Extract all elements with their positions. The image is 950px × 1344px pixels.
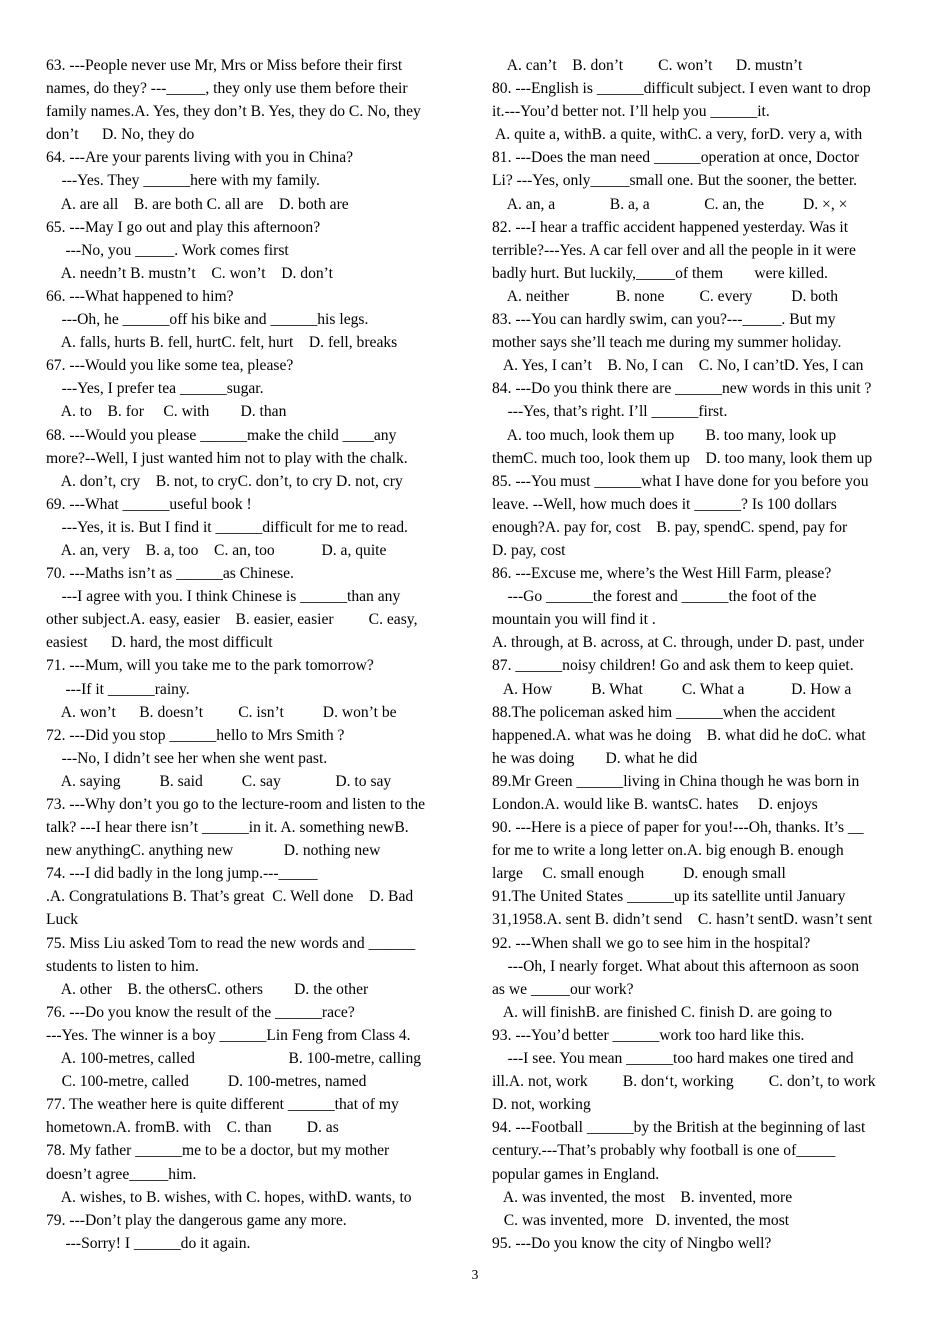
right-column-text-line: A. quite a, withB. a quite, withC. a very, forD. very a, with [492,126,863,144]
right-column-text-line: badly hurt. But luckily,_____of them were killed. [492,264,828,282]
left-column-text-line: ---Yes, it is. But I find it ______difficult for me to read. [46,518,408,536]
right-column-text-line: popular games in England. [492,1165,660,1183]
right-column-text-line: mountain you will find it . [492,611,656,629]
right-column-text-line: 93. ---You’d better ______work too hard like this. [492,1026,805,1044]
right-column-text-line: 88.The policeman asked him ______when the accident [492,703,836,721]
left-column-text-line: ---Yes, I prefer tea ______sugar. [46,380,264,398]
left-column-text-line: A. wishes, to B. wishes, with C. hopes, withD. wants, to [46,1188,412,1206]
right-column-text-line: A. too much, look them up B. too many, look up [492,426,837,444]
right-column-text-line: 83. ---You can hardly swim, can you?---_____. But my [492,311,836,329]
left-column-text-line: A. to B. for C. with D. than [46,403,287,421]
left-column-text-line: easiest D. hard, the most difficult [46,634,273,652]
right-column-text-line: C. was invented, more D. invented, the most [492,1211,790,1229]
left-column-text-line: ---Oh, he ______off his bike and ______his legs. [46,311,369,329]
right-column-text-line: century.---That’s probably why football is one of_____ [492,1142,836,1160]
left-column-text-line: 77. The weather here is quite different ______that of my [46,1096,399,1114]
left-column-text-line: A. falls, hurts B. fell, hurtC. felt, hurt D. fell, breaks [46,334,398,352]
left-column-text-line: Luck [46,911,79,929]
right-column-text-line: A. Yes, I can’t B. No, I can C. No, I can’tD. Yes, I can [492,357,864,375]
right-column-text-line: London.A. would like B. wantsC. hates D. enjoys [492,796,818,813]
left-column-text-line: hometown.A. fromB. with C. than D. as [46,1119,339,1137]
left-column-text-line: A. 100-metres, called B. 100-metre, calling [46,1050,422,1068]
left-column-text-line: 76. ---Do you know the result of the ______race? [46,1003,355,1021]
right-column-text-line: 90. ---Here is a piece of paper for you!---Oh, thanks. It’s __ [492,819,864,837]
right-column-text-line: enough?A. pay for, cost B. pay, spendC. spend, pay for [492,518,848,536]
left-column-text-line: A. other B. the othersC. others D. the other [46,980,369,998]
right-column-text-line: 86. ---Excuse me, where’s the West Hill Farm, please? [492,565,832,583]
right-column [492,54,904,1255]
left-column-text-line: 74. ---I did badly in the long jump.---_____ [46,865,318,883]
left-column-text-line: 69. ---What ______useful book ! [46,495,252,513]
left-column [46,54,458,1255]
left-column-text-line: ---If it ______rainy. [46,680,190,698]
left-column-text-line: don’t D. No, they do [46,126,195,144]
left-column-text-line: A. needn’t B. mustn’t C. won’t D. don’t [46,264,333,282]
right-column-text-line: 89.Mr Green ______living in China though he was born in [492,772,860,790]
right-column-text-line: A. an, a B. a, a C. an, the D. ×, × [492,195,848,213]
right-column-text-line: for me to write a long letter on.A. big enough B. enough [492,842,844,860]
right-column-text-line: A. can’t B. don’t C. won’t D. mustn’t [492,57,803,74]
right-column-text-line: Li? ---Yes, only_____small one. But the sooner, the better. [492,172,858,190]
right-column-text-line: 82. ---I hear a traffic accident happened yesterday. Was it [492,218,849,236]
right-column-text-line: ---I see. You mean ______too hard makes one tired and [492,1050,854,1068]
left-column-text-line: A. are all B. are both C. all are D. both are [46,195,349,213]
left-column-text-line: 71. ---Mum, will you take me to the park tomorrow? [46,657,374,675]
left-column-text-line: .A. Congratulations B. That’s great C. Well done D. Bad [46,888,414,906]
right-column-text-line: 80. ---English is ______difficult subject. I even want to drop [492,80,871,98]
left-column-text-line: doesn’t agree_____him. [46,1165,197,1183]
right-column-text-line: 85. ---You must ______what I have done for you before you [492,472,869,490]
right-column-text-line: ---Oh, I nearly forget. What about this afternoon as soon [492,957,860,975]
left-column-text-line: new anythingC. anything new D. nothing new [46,842,381,860]
left-column-text-line: ---No, I didn’t see her when she went past. [46,749,328,767]
left-column-text-line: ---Sorry! I ______do it again. [46,1234,251,1252]
left-column-text-line: 65. ---May I go out and play this afternoon? [46,218,321,236]
left-column-text-line: family names.A. Yes, they don’t B. Yes, they do C. No, they [46,103,421,121]
left-column-text-line: 63. ---People never use Mr, Mrs or Miss before their first [46,57,403,74]
right-column-text-line: A. was invented, the most B. invented, more [492,1188,793,1206]
right-column-text-line: ---Go ______the forest and ______the foot of the [492,588,817,606]
right-column-text-line: leave. --Well, how much does it ______? Is 100 dollars [492,495,837,513]
right-column-text-line: themC. much too, look them up D. too many, look them up [492,449,873,467]
right-column-text-line: 95. ---Do you know the city of Ningbo well? [492,1234,772,1252]
right-column-text-line: A. How B. What C. What a D. How a [492,680,852,698]
right-column-text-line: 91.The United States ______up its satellite until January [492,888,846,906]
left-column-text-line: 72. ---Did you stop ______hello to Mrs Smith ? [46,726,345,744]
left-column-text-line: names, do they? ---_____, they only use them before their [46,80,408,98]
left-column-text-line: ---Yes. The winner is a boy ______Lin Feng from Class 4. [46,1026,411,1044]
page-number: 3 [471,1267,479,1282]
left-column-text-line: 75. Miss Liu asked Tom to read the new words and ______ [46,934,416,952]
left-column-text-line: 67. ---Would you like some tea, please? [46,357,294,375]
left-column-text-line: 70. ---Maths isn’t as ______as Chinese. [46,565,294,583]
right-column-text-line: as we _____our work? [492,980,634,998]
right-column-text-line: 94. ---Football ______by the British at the beginning of last [492,1119,866,1137]
right-column-text-line: A. through, at B. across, at C. through, under D. past, under [492,634,865,652]
right-column-text-line: ---Yes, that’s right. I’ll ______first. [492,403,728,421]
right-column-text-line: 31,1958.A. sent B. didn’t send C. hasn’t sentD. wasn’t sent [492,911,873,929]
right-column-text-line: 81. ---Does the man need ______operation at once, Doctor [492,149,860,167]
left-column-text-line: 66. ---What happened to him? [46,287,234,305]
right-column-text-line: D. pay, cost [492,541,566,559]
right-column-text-line: terrible?---Yes. A car fell over and all the people in it were [492,241,856,259]
left-column-text-line: 73. ---Why don’t you go to the lecture-room and listen to the [46,796,426,813]
right-column-text-line: 92. ---When shall we go to see him in the hospital? [492,934,811,952]
left-column-text-line: more?--Well, I just wanted him not to play with the chalk. [46,449,408,467]
right-column-text-line: mother says she’ll teach me during my summer holiday. [492,334,842,352]
left-column-text-line: ---I agree with you. I think Chinese is ______than any [46,588,401,606]
left-column-text-line: 79. ---Don’t play the dangerous game any more. [46,1211,347,1229]
left-column-text-line: ---No, you _____. Work comes first [46,241,289,259]
right-column-text-line: A. neither B. none C. every D. both [492,287,839,305]
right-column-text-line: D. not, working [492,1096,591,1114]
left-column-text-line: C. 100-metre, called D. 100-metres, named [46,1073,367,1091]
left-column-text-line: students to listen to him. [46,957,199,975]
right-column-text-line: happened.A. what was he doing B. what did he doC. what [492,726,866,744]
right-column-text-line: he was doing D. what he did [492,749,698,767]
right-column-text-line: large C. small enough D. enough small [492,865,786,883]
left-column-text-line: talk? ---I hear there isn’t ______in it. A. something newB. [46,819,409,837]
left-column-text-line: A. saying B. said C. say D. to say [46,772,392,790]
right-column-text-line: 84. ---Do you think there are ______new words in this unit ? [492,380,872,398]
right-column-text-line: A. will finishB. are finished C. finish D. are going to [492,1003,832,1021]
left-column-text-line: A. won’t B. doesn’t C. isn’t D. won’t be [46,703,397,721]
left-column-text-line: ---Yes. They ______here with my family. [46,172,320,190]
right-column-text-line: ill.A. not, work B. don‘t, working C. don’t, to work [492,1073,876,1091]
left-column-text-line: A. don’t, cry B. not, to cryC. don’t, to cry D. not, cry [46,472,403,490]
left-column-text-line: 78. My father ______me to be a doctor, but my mother [46,1142,390,1160]
left-column-text-line: other subject.A. easy, easier B. easier, easier C. easy, [46,611,418,629]
right-column-text-line: it.---You’d better not. I’ll help you ______it. [492,103,770,121]
left-column-text-line: 64. ---Are your parents living with you in China? [46,149,354,167]
left-column-text-line: A. an, very B. a, too C. an, too D. a, quite [46,541,387,559]
left-column-text-line: 68. ---Would you please ______make the child ____any [46,426,397,444]
right-column-text-line: 87. ______noisy children! Go and ask them to keep quiet. [492,657,854,675]
